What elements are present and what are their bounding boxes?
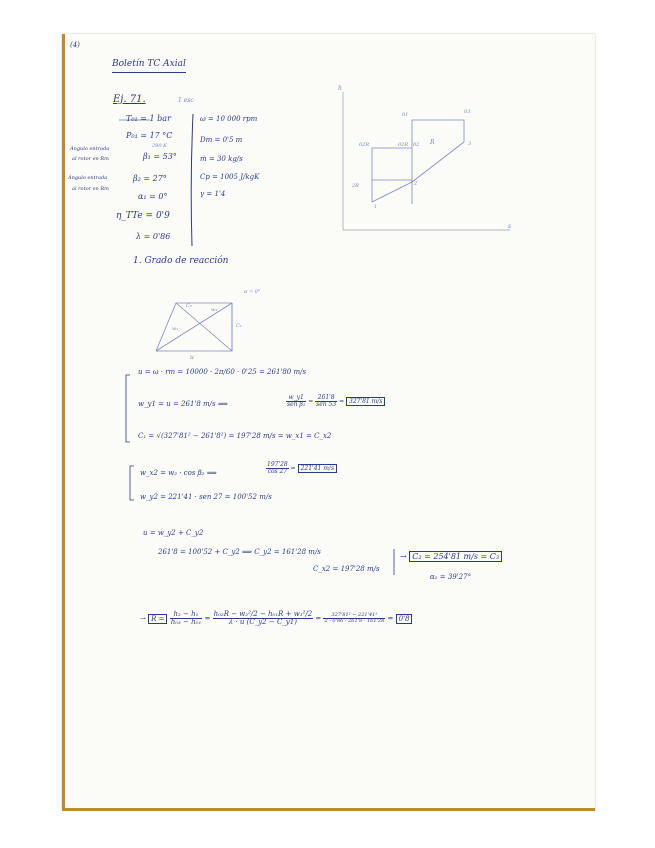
- page-number: (4): [70, 41, 80, 49]
- angle-label: al rotor en Rm: [72, 186, 109, 192]
- triangle-label: C₂: [186, 303, 192, 309]
- data-cp: Cp = 1005 J/kgK: [200, 173, 260, 181]
- hs-label: 1: [374, 204, 378, 210]
- hs-label: R: [430, 139, 435, 146]
- data-alpha1: α₁ = 0°: [138, 192, 168, 201]
- hs-label: 02R: [359, 142, 370, 148]
- triangle-label: w₂: [211, 307, 218, 313]
- data-gamma: γ = 1'4: [200, 190, 226, 198]
- eq-wy2: w_y2 = 221'41 · sen 27 = 100'52 m/s: [140, 493, 272, 501]
- data-p01-note: 290 K: [152, 143, 167, 149]
- angle-label: al rotor en Rm: [72, 156, 109, 162]
- result-box: 0'8: [396, 614, 413, 624]
- exercise-note: 1 esc: [178, 97, 194, 104]
- result-box: 221'41 m/s: [298, 464, 337, 473]
- result-box: R =: [148, 614, 167, 624]
- eq-cx2: C_x2 = 197'28 m/s: [313, 565, 380, 573]
- page-title: Boletín TC Axial: [112, 60, 186, 73]
- hs-label: 3: [468, 141, 472, 147]
- hs-label: 02: [413, 142, 420, 148]
- data-beta2: β₂ = 27°: [133, 174, 167, 183]
- data-p01: P₀₁ = 17 °C: [126, 131, 173, 140]
- eq-w2-frac: $\frac{197'28}{\cos 27}$ = 221'41 m/s: [266, 462, 337, 475]
- hs-label: 01: [402, 112, 409, 118]
- result-box: 327'81 m/s: [346, 397, 385, 406]
- triangle-label: C₁: [236, 323, 242, 329]
- data-omega: ω = 10 000 rpm: [200, 115, 258, 123]
- data-t01: T₀₁ = 1 bar: [126, 114, 171, 123]
- eq-w2-a: w_x2 = w₂ · cos β₂ ⟹: [140, 469, 217, 477]
- eq-u: u = ω · rm = 10000 · 2π/60 · 0'25 = 261'80 m/s: [138, 368, 307, 376]
- eq-w1-frac: $\frac{w\_y1}{\text{sen β₁}}$ = $\frac{261'8}{\text{sen 53}}$ = 327'81 m/s: [286, 395, 385, 408]
- eq-c2: → C₂ = 254'81 m/s = C₃: [400, 553, 502, 561]
- hs-label: 2: [414, 181, 418, 187]
- exercise-label: Ej. 71.: [113, 94, 146, 105]
- hs-label: 03: [464, 109, 471, 115]
- triangle-label: u: [190, 354, 194, 361]
- eq-cy2: 261'8 = 100'52 + C_y2 ⟹ C_y2 = 161'28 m/s: [158, 548, 321, 556]
- angle-label: Ángulo entrada: [70, 146, 110, 152]
- eq-w1-a: w_y1 = u = 261'8 m/s ⟹: [138, 400, 228, 408]
- section-heading: 1. Grado de reacción: [133, 256, 229, 266]
- data-eta: η_TTe = 0'9: [116, 211, 170, 221]
- hs-axis-s: s: [508, 223, 512, 230]
- result-box: C₂ = 254'81 m/s = C₃: [409, 551, 502, 562]
- hs-axis-h: h: [338, 85, 342, 92]
- data-dm: Dm = 0'5 m: [200, 136, 243, 144]
- data-lambda: λ = 0'86: [136, 232, 171, 241]
- data-mdot: ṁ = 30 kg/s: [200, 155, 243, 163]
- eq-alpha2: α₂ = 39'27°: [430, 573, 472, 581]
- triangle-note: α = 0°: [244, 289, 261, 295]
- eq-r: → R = $\frac{\text{h₂ − h₁}}{\text{h₀₃ − h₀₁}}$ = $\frac{\text{h₀₂R − w₂²/2 − h₀₁R + w₁²/2}}{\lambda \cdot u (C\_y2 - C\_y1)}$ = $\frac{\text{327'81² − 221'41²}}{2 \cdot 0'86 \cdot 261'8 \cdot 161'28}$ = 0'8: [140, 611, 412, 626]
- hs-label: 2R: [352, 183, 359, 189]
- triangle-label: w₁: [172, 326, 179, 332]
- hs-label: 02R: [398, 142, 409, 148]
- eq-u-sum: u = w_y2 + C_y2: [143, 529, 204, 537]
- angle-label: Ángulo entrada: [68, 175, 108, 181]
- data-beta1: β₁ = 53°: [143, 152, 177, 161]
- eq-c1: C₁ = √(327'81² − 261'8²) = 197'28 m/s = w_x1 = C_x2: [138, 432, 332, 440]
